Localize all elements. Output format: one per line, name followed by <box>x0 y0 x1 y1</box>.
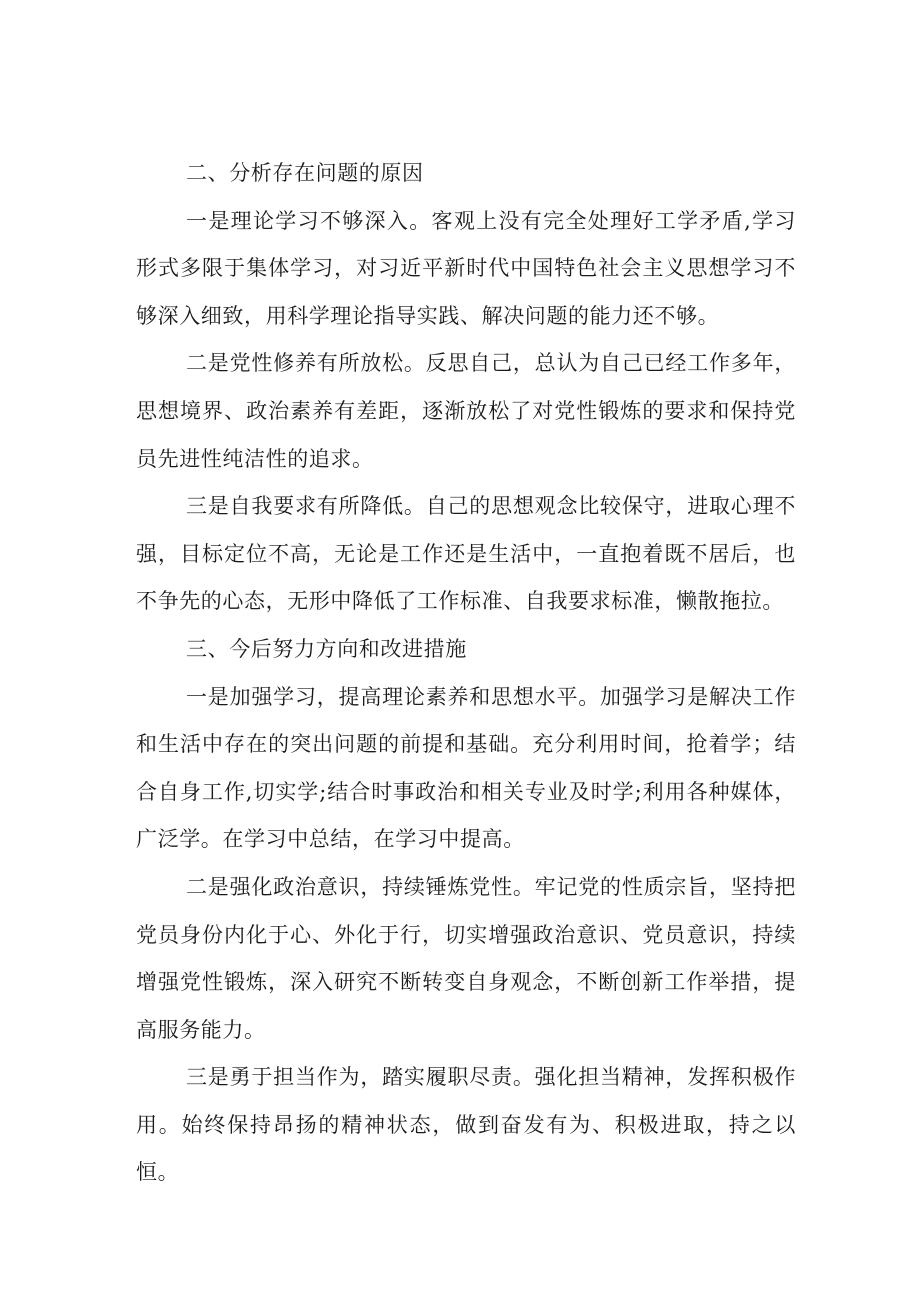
paragraph-party-spirit: 二是党性修养有所放松。反思自己，总认为自己已经工作多年，思想境界、政治素养有差距，逐渐放松了对党性锻炼的要求和保持党员先进性纯洁性的追求。 <box>136 351 796 471</box>
paragraph-theory-study: 一是理论学习不够深入。客观上没有完全处理好工学矛盾,学习形式多限于集体学习，对习近平新时代中国特色社会主义思想学习不够深入细致，用科学理论指导实践、解决问题的能力还不够。 <box>136 208 796 328</box>
document-body <box>136 150 796 1197</box>
paragraph-political-awareness: 二是强化政治意识，持续锤炼党性。牢记党的性质宗旨，坚持把党员身份内化于心、外化于行，切实增强政治意识、党员意识，持续增强党性锻炼，深入研究不断转变自身观念，不断创新工作举措，提高服务能力。 <box>136 874 796 1042</box>
section-heading-measures: 三、今后努力方向和改进措施 <box>186 636 467 661</box>
paragraph-strengthen-study: 一是加强学习，提高理论素养和思想水平。加强学习是解决工作和生活中存在的突出问题的前提和基础。充分利用时间，抢着学；结合自身工作,切实学;结合时事政治和相关专业及时学;利用各种媒体，广泛学。在学习中总结，在学习中提高。 <box>136 684 796 852</box>
paragraph-take-responsibility: 三是勇于担当作为，踏实履职尽责。强化担当精神，发挥积极作用。始终保持昂扬的精神状态，做到奋发有为、积极进取，持之以恒。 <box>136 1065 796 1185</box>
section-heading-causes: 二、分析存在问题的原因 <box>186 161 424 185</box>
paragraph-self-requirement: 三是自我要求有所降低。自己的思想观念比较保守，进取心理不强，目标定位不高，无论是工作还是生活中，一直抱着既不居后，也不争先的心态，无形中降低了工作标准、自我要求标准，懒散拖拉。 <box>136 494 796 614</box>
